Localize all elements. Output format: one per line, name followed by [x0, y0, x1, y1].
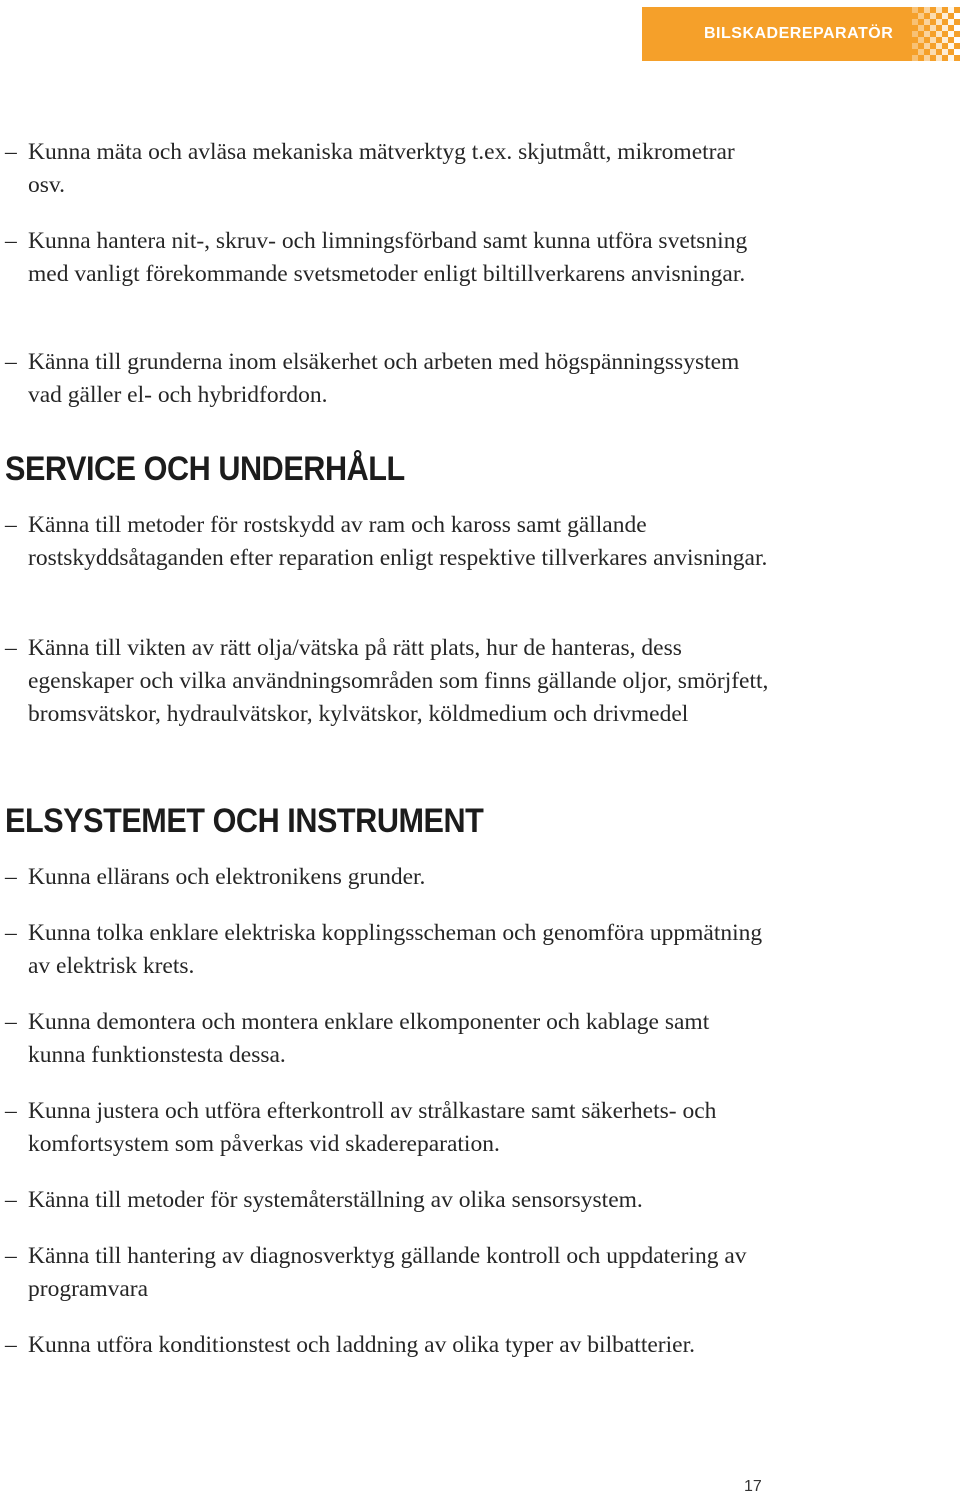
- list-item: [0, 509, 770, 575]
- header-tab: [642, 7, 960, 61]
- list-item-text: Känna till vikten av rätt olja/vätska på rätt plats, hur de hanteras, dess egenskaper och vilka användningsområden som finns gällande oljor, smörjfett, bromsvätskor, hydraulvätskor, kylvätskor, köldmedium och drivmedel: [28, 635, 769, 727]
- list-item: [0, 1240, 770, 1306]
- section-heading-service: SERVICE OCH UNDERHÅLL: [5, 450, 405, 488]
- list-item: [0, 136, 770, 202]
- list-item: [0, 861, 770, 894]
- list-item: [0, 1006, 770, 1072]
- list-item: [0, 1184, 770, 1217]
- list-item-text: Känna till metoder för rostskydd av ram och kaross samt gällande rostskyddsåtaganden efter reparation enligt respektive tillverkares anvisningar.: [28, 512, 768, 571]
- bullet-dash: –: [5, 1187, 17, 1213]
- list-item: [0, 917, 770, 983]
- list-item-text: Kunna hantera nit-, skruv- och limningsförband samt kunna utföra svetsning med vanligt förekommande svetsmetoder enligt biltillverkarens anvisningar.: [28, 228, 748, 287]
- bullet-dash: –: [5, 1098, 17, 1124]
- section-heading-elsystemet: ELSYSTEMET OCH INSTRUMENT: [5, 802, 484, 840]
- list-item: [0, 632, 770, 731]
- list-item-text: Känna till grunderna inom elsäkerhet och arbeten med högspänningssystem vad gäller el- och hybridfordon.: [28, 349, 740, 408]
- list-item: [0, 1095, 770, 1161]
- bullet-dash: –: [5, 920, 17, 946]
- list-item: [0, 346, 770, 412]
- bullet-dash: –: [5, 1243, 17, 1269]
- list-item-text: Känna till metoder för systemåterställning av olika sensorsystem.: [28, 1187, 643, 1213]
- list-item-text: Känna till hantering av diagnosverktyg gällande kontroll och uppdatering av programvara: [28, 1243, 747, 1302]
- bullet-dash: –: [5, 1332, 17, 1358]
- list-item-text: Kunna ellärans och elektronikens grunder.: [28, 864, 426, 890]
- list-item-text: Kunna mäta och avläsa mekaniska mätverktyg t.ex. skjutmått, mikrometrar osv.: [28, 139, 735, 198]
- checker-pattern-icon: [912, 7, 960, 61]
- bullet-dash: –: [5, 1009, 17, 1035]
- list-item-text: Kunna demontera och montera enklare elkomponenter och kablage samt kunna funktionstesta dessa.: [28, 1009, 710, 1068]
- bullet-dash: –: [5, 139, 17, 165]
- list-item: [0, 1329, 770, 1362]
- bullet-dash: –: [5, 864, 17, 890]
- bullet-dash: –: [5, 635, 17, 661]
- list-item-text: Kunna utföra konditionstest och laddning av olika typer av bilbatterier.: [28, 1332, 695, 1358]
- page-number: 17: [744, 1478, 762, 1495]
- list-item-text: Kunna justera och utföra efterkontroll av strålkastare samt säkerhets- och komfortsystem som påverkas vid skadereparation.: [28, 1098, 717, 1157]
- header-label: BILSKADEREPARATÖR: [704, 25, 894, 42]
- bullet-dash: –: [5, 228, 17, 254]
- list-item: [0, 225, 770, 291]
- list-item-text: Kunna tolka enklare elektriska kopplingsscheman och genomföra uppmätning av elektrisk krets.: [28, 920, 763, 979]
- bullet-dash: –: [5, 349, 17, 375]
- bullet-dash: –: [5, 512, 17, 538]
